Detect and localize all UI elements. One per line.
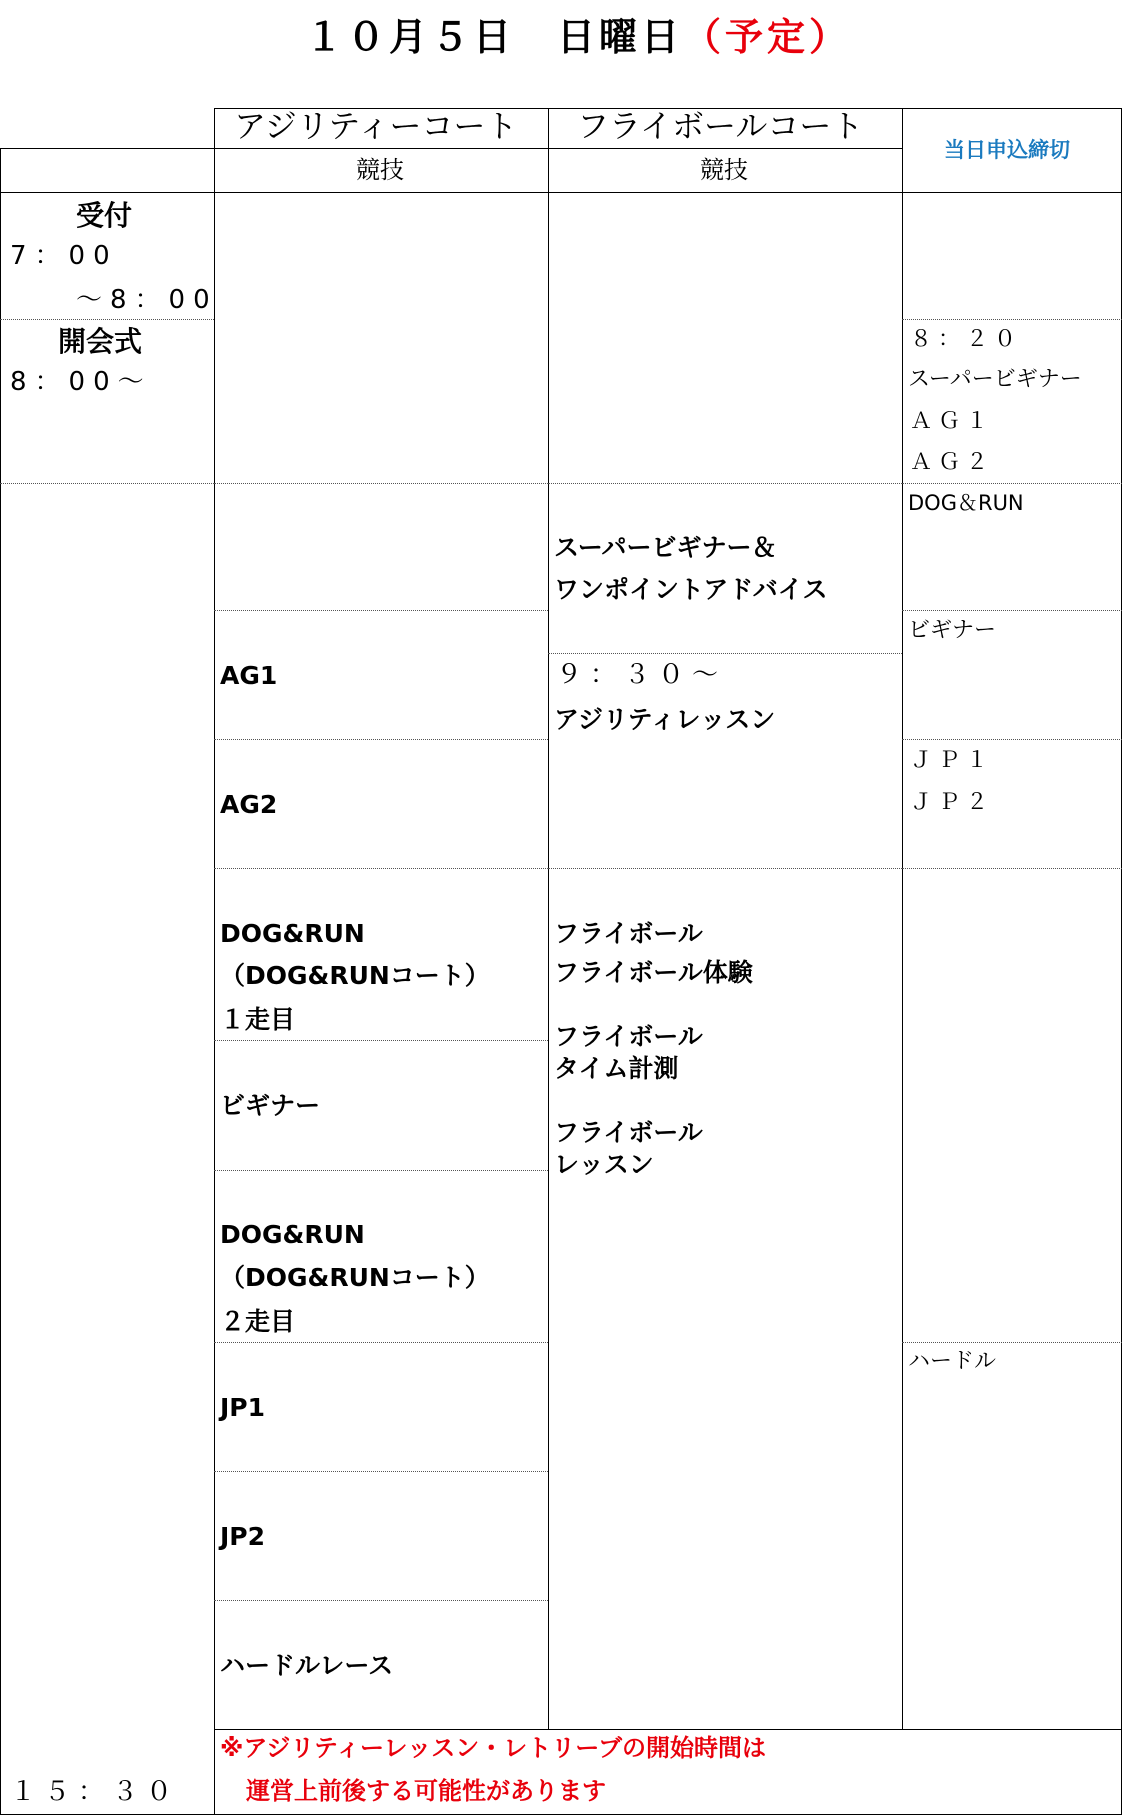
agility-jp2: JP2	[220, 1522, 266, 1551]
grid-dot-dl-1	[902, 319, 1122, 320]
grid-dot-ag-9	[214, 1600, 548, 1601]
agility-hurdle-race: ハードルレース	[220, 1651, 394, 1680]
agility-dogrun1-title: DOG&RUN	[220, 919, 365, 948]
deadline-ag2: ＡＧ２	[910, 450, 995, 475]
grid-col-line-2	[548, 108, 549, 1729]
agility-beginner: ビギナー	[220, 1091, 321, 1120]
grid-header-line-1	[0, 148, 902, 149]
flyball-lesson-time: ９：３０～	[556, 660, 727, 690]
title-planned-note: （予定）	[683, 15, 852, 59]
grid-col-line-3	[902, 108, 903, 1729]
grid-col-line-1	[214, 108, 215, 1815]
grid-dot-ag-8	[214, 1471, 548, 1472]
agility-dogrun1-court: （DOG&RUNコート）	[220, 961, 490, 990]
title-date: １０月５日 日曜日	[305, 15, 684, 59]
grid-footnote-line	[214, 1729, 1122, 1730]
footnote-line-2: 運営上前後する可能性があります	[246, 1777, 606, 1805]
grid-dot-ag-6	[214, 1170, 548, 1171]
grid-dot-ag-4	[214, 868, 548, 869]
grid-dot-dl-4	[902, 739, 1122, 740]
flyball-super-beginner-1: スーパービギナー＆	[554, 533, 777, 562]
grid-dot-fb-2	[548, 653, 902, 654]
deadline-beginner: ビギナー	[908, 618, 997, 643]
time-reception-label: 受付	[76, 199, 133, 232]
time-reception-end: ～8：00	[76, 285, 218, 315]
agility-ag1: AG1	[220, 661, 278, 690]
grid-dot-time-2	[0, 483, 214, 484]
agility-dogrun1-run: １走目	[220, 1005, 296, 1034]
grid-dot-ag-1	[214, 483, 548, 484]
grid-dot-ag-3	[214, 739, 548, 740]
grid-dot-fb-3	[548, 868, 902, 869]
grid-header-line-2	[0, 192, 1122, 193]
time-opening-time: 8：00～	[10, 367, 152, 397]
grid-dot-dl-2	[902, 483, 1122, 484]
deadline-jp1: ＪＰ１	[910, 748, 995, 773]
header-event-flyball: 競技	[700, 156, 748, 184]
deadline-dogrun: DOG＆RUN	[908, 491, 1024, 515]
grid-dot-dl-6	[902, 1342, 1122, 1343]
flyball-super-beginner-2: ワンポイントアドバイス	[554, 575, 828, 604]
header-agility-court: アジリティーコート	[234, 107, 518, 145]
flyball-agility-lesson: アジリティレッスン	[554, 705, 776, 734]
agility-dogrun2-run: ２走目	[220, 1307, 296, 1336]
deadline-hurdle: ハードル	[908, 1349, 997, 1374]
deadline-ag1: ＡＧ１	[910, 409, 995, 434]
deadline-jp2: ＪＰ２	[910, 790, 995, 815]
flyball-item-3-title: フライボール	[554, 1118, 703, 1147]
grid-dot-dl-3	[902, 610, 1122, 611]
time-reception-start: 7：00	[10, 241, 118, 271]
deadline-super-beginner: スーパービギナー	[908, 367, 1082, 392]
flyball-item-2-title: フライボール	[554, 1022, 703, 1051]
flyball-item-1-sub: フライボール体験	[554, 958, 753, 987]
grid-dot-fb-1	[548, 483, 902, 484]
grid-dot-ag-2	[214, 610, 548, 611]
header-event-agility: 競技	[356, 156, 404, 184]
flyball-item-2-sub: タイム計測	[554, 1054, 679, 1083]
header-flyball-court: フライボールコート	[577, 107, 864, 145]
flyball-item-1-title: フライボール	[554, 919, 703, 948]
time-end: １５：３０	[10, 1777, 181, 1807]
agility-ag2: AG2	[220, 790, 278, 819]
deadline-time-820: ８：２０	[910, 327, 1023, 352]
page-title	[305, 15, 852, 59]
flyball-item-3-sub: レッスン	[554, 1150, 654, 1179]
footnote-line-1: ※アジリティーレッスン・レトリーブの開始時間は	[220, 1734, 767, 1762]
grid-dot-ag-7	[214, 1342, 548, 1343]
grid-dot-time-1	[0, 319, 214, 320]
header-deadline: 当日申込締切	[944, 138, 1070, 162]
grid-dot-ag-5	[214, 1040, 548, 1041]
grid-dot-dl-5	[902, 868, 1122, 869]
time-opening-label: 開会式	[58, 325, 143, 358]
grid-left-edge	[0, 148, 1, 1815]
agility-dogrun2-court: （DOG&RUNコート）	[220, 1263, 490, 1292]
agility-dogrun2-title: DOG&RUN	[220, 1220, 365, 1249]
agility-jp1: JP1	[220, 1393, 266, 1422]
